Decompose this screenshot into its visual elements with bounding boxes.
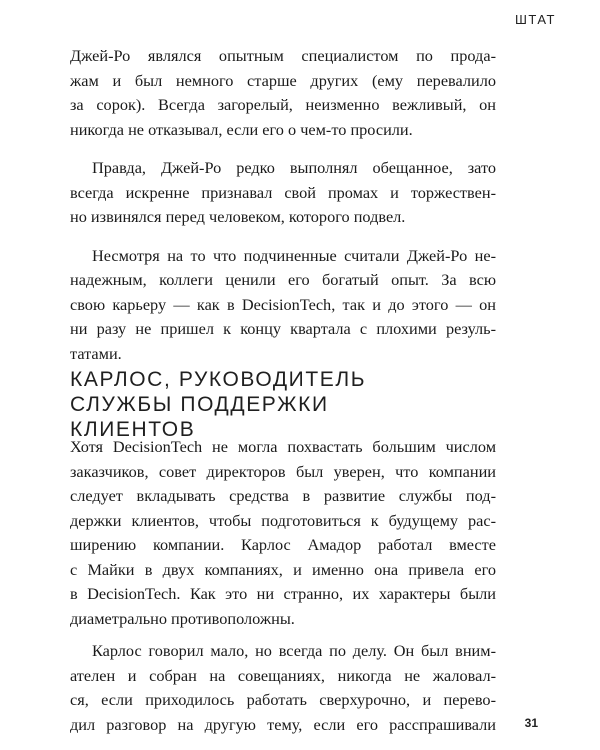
text-line: никогда не отказывал, если его о чем-то просили. xyxy=(70,119,413,139)
text-line: дил разговор на другую тему, если его расспрашивали xyxy=(70,714,496,734)
text-line: ни разу не пришел к концу квартала с плохими резуль- xyxy=(70,319,496,338)
text-line: ателен и собран на совещаниях, никогда не жаловал- xyxy=(70,665,496,685)
text-line: в DecisionTech. Как это ни странно, их характеры были xyxy=(70,584,496,603)
text-line: Джей-Ро являлся опытным специалистом по прода- xyxy=(70,46,496,65)
text-line: ся, если приходилось работать сверхурочно, и перево- xyxy=(70,690,496,709)
text-line: жам и был немного старше других (ему перевалило xyxy=(70,70,496,90)
text-line: диаметрально противоположны. xyxy=(70,608,295,628)
text-line: Правда, Джей-Ро редко выполнял обещанное, зато xyxy=(92,158,496,177)
section-heading xyxy=(70,367,366,442)
paragraph xyxy=(70,244,496,367)
paragraph xyxy=(70,435,496,631)
text-line: свою карьеру — как в DecisionTech, так и до этого — он xyxy=(70,294,496,314)
text-line: держки клиентов, чтобы подготовиться к будущему рас- xyxy=(70,510,496,530)
text-line: надежным, коллеги ценили его богатый опыт. За всю xyxy=(70,270,496,289)
section-heading-line: СЛУЖБЫ ПОДДЕРЖКИ xyxy=(70,393,329,417)
paragraph xyxy=(70,639,496,737)
body-text-upper xyxy=(70,44,496,366)
section-heading-line: КАРЛОС, РУКОВОДИТЕЛЬ xyxy=(70,368,367,392)
paragraph xyxy=(70,156,496,230)
text-line: но извинялся перед человеком, которого подвел. xyxy=(70,207,406,226)
text-line: ширению компании. Карлос Амадор работал вместе xyxy=(70,535,496,554)
running-header: ШТАТ xyxy=(514,12,556,27)
text-line: всегда искренне признавал свой промах и торжествен- xyxy=(70,182,496,202)
page-number: 31 xyxy=(524,716,538,730)
text-line: Карлос говорил мало, но всегда по делу. Он был вним- xyxy=(92,641,496,660)
text-line: Хотя DecisionTech не могла похвастать большим числом xyxy=(70,437,496,456)
paragraph xyxy=(70,44,496,142)
section-heading-line: КЛИЕНТОВ xyxy=(70,418,196,442)
text-line: заказчиков, совет директоров был уверен, что компании xyxy=(70,461,496,481)
text-line: следует вкладывать средства в развитие службы под- xyxy=(70,486,496,505)
text-line: Несмотря на то что подчиненные считали Джей-Ро не- xyxy=(92,245,496,265)
text-line: за сорок). Всегда загорелый, неизменно вежливый, он xyxy=(70,95,496,114)
text-line: татами. xyxy=(70,343,122,363)
text-line: с Майки в двух компаниях, и именно она привела его xyxy=(70,559,496,579)
body-text-lower xyxy=(70,435,496,737)
